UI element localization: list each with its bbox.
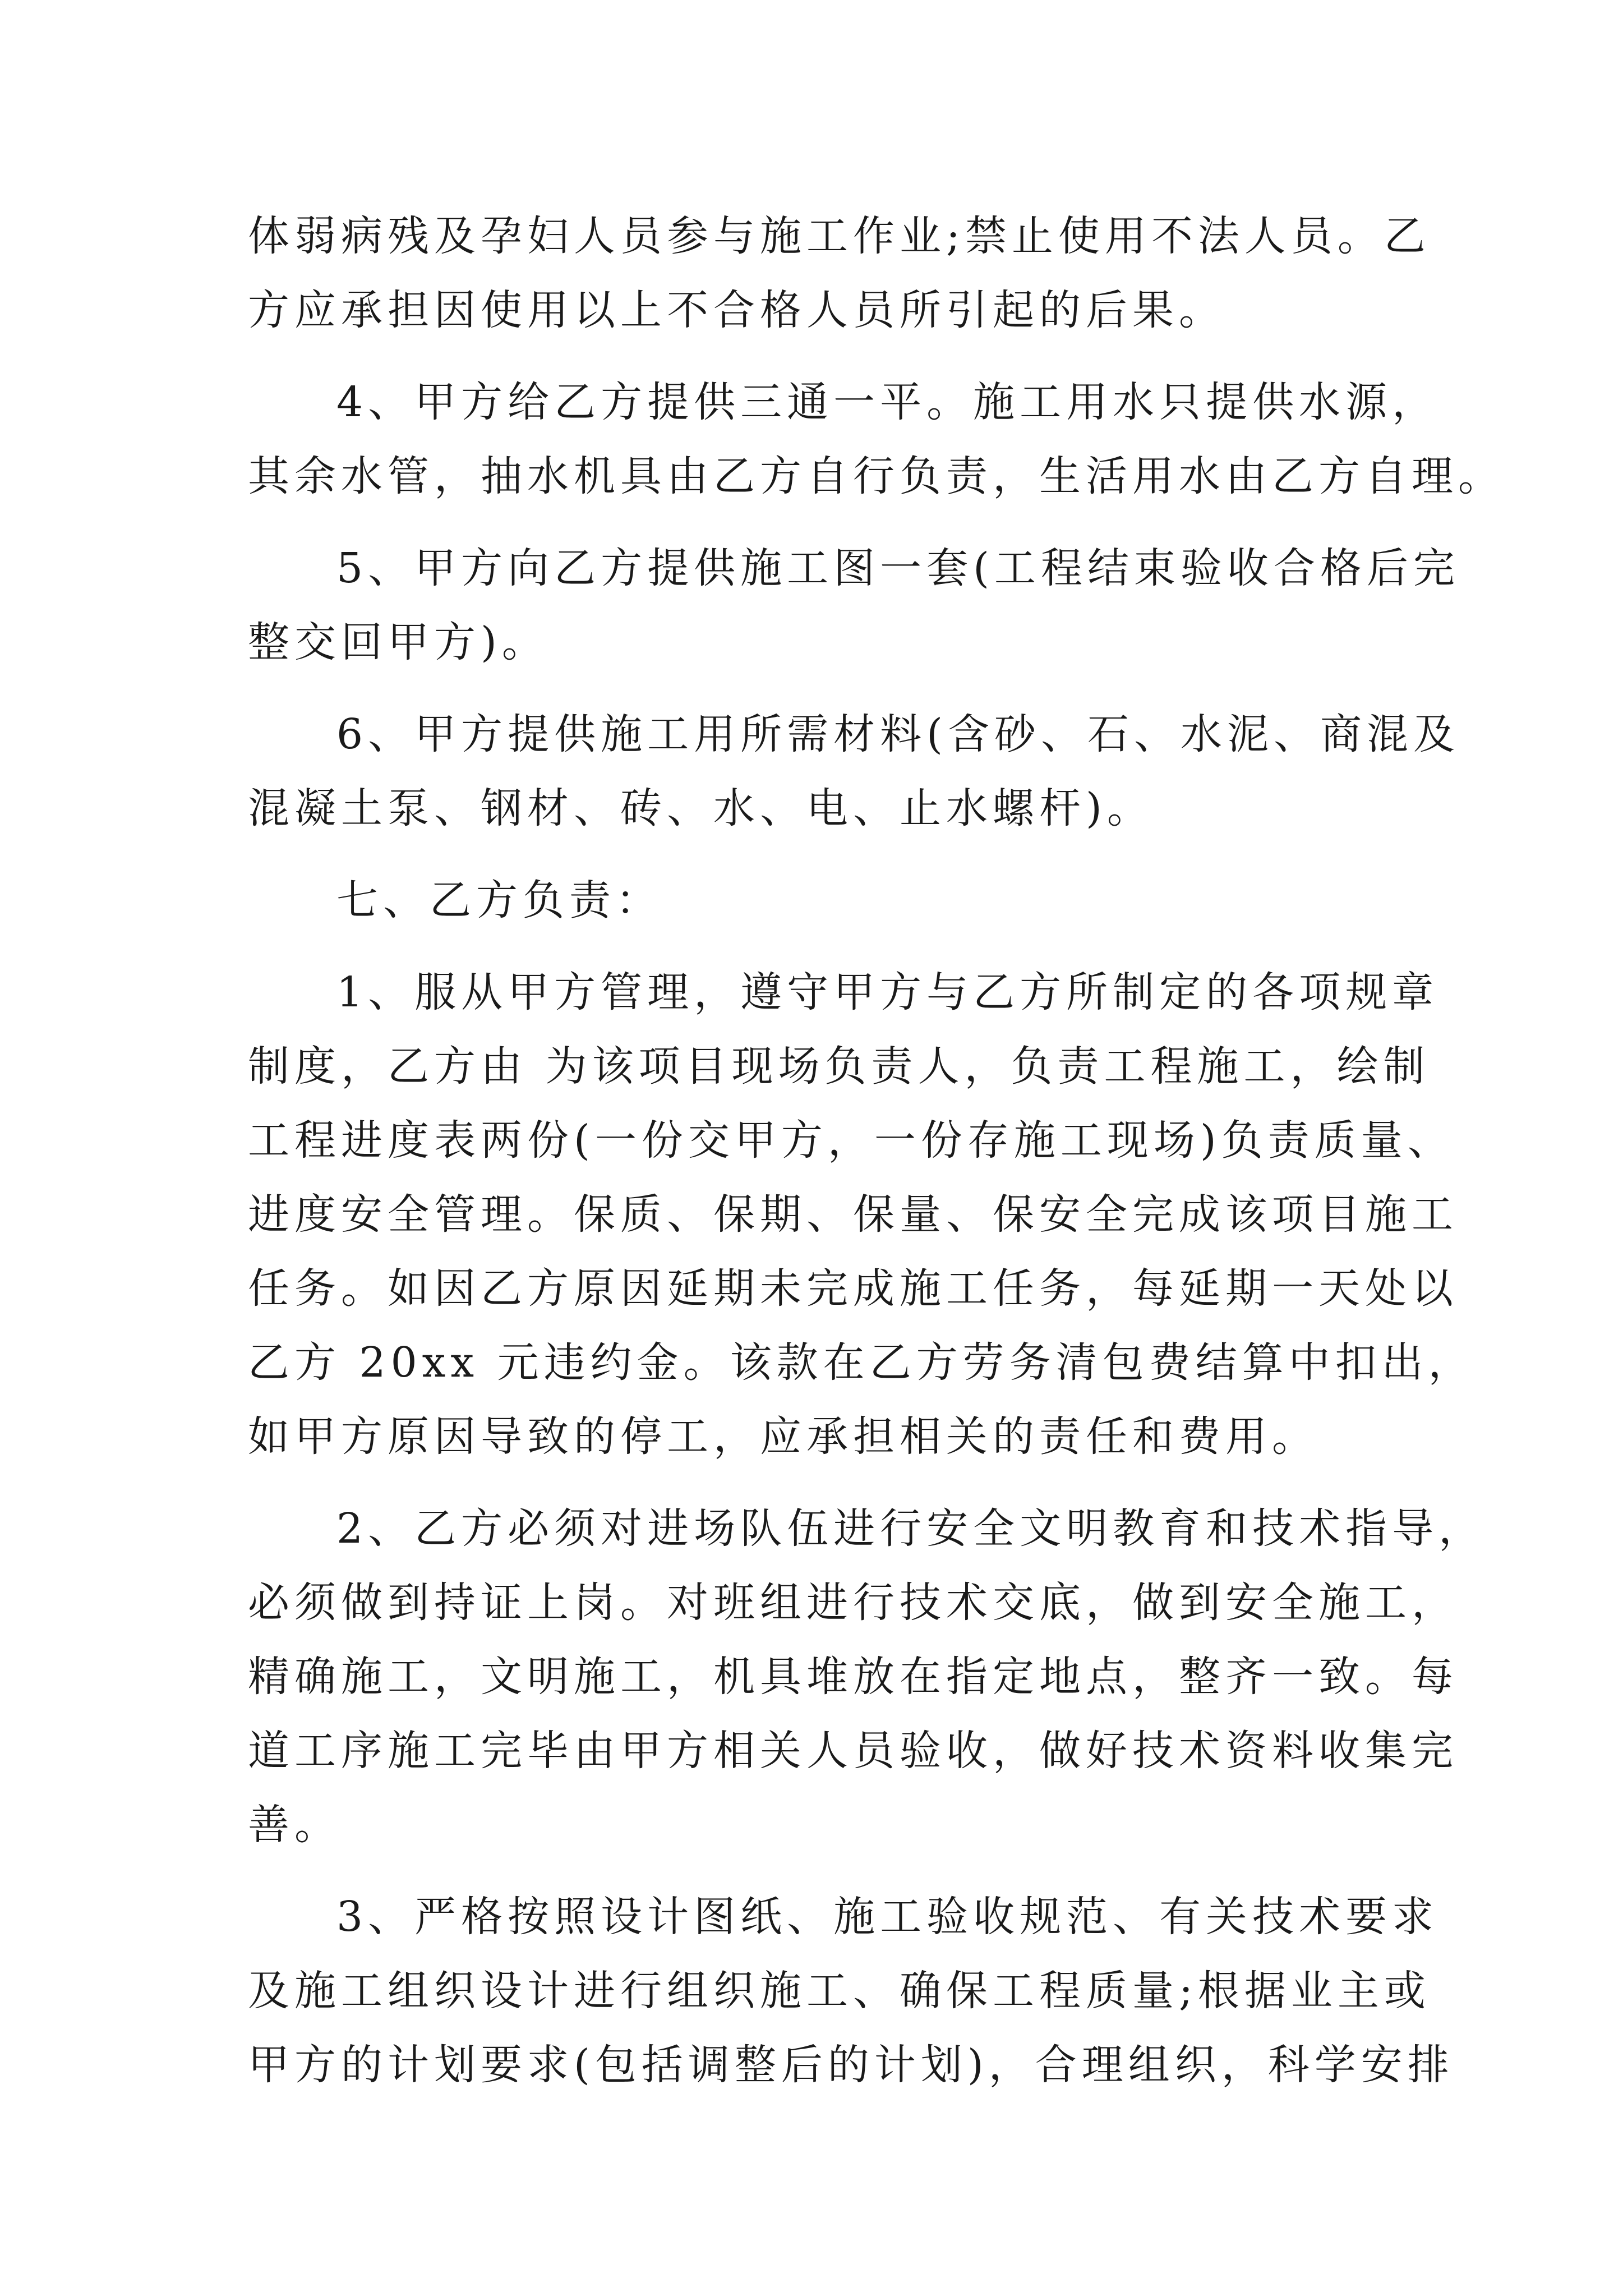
text-line: 任务。如因乙方原因延期未完成施工任务，每延期一天处以 <box>248 1264 1458 1313</box>
text-line: 4、甲方给乙方提供三通一平。施工用水只提供水源， <box>336 378 1439 426</box>
text-line: 乙方 20xx 元违约金。该款在乙方劳务清包费结算中扣出， <box>248 1338 1475 1387</box>
document-body <box>248 199 1505 2102</box>
text-line: 混凝土泵、钢材、砖、水、电、止水螺杆)。 <box>248 784 1154 832</box>
text-line: 2、乙方必须对进场队伍进行安全文明教育和技术指导， <box>336 1504 1486 1553</box>
text-line: 方应承担因使用以上不合格人员所引起的后果。 <box>248 286 1225 334</box>
text-line: 甲方的计划要求(包括调整后的计划)，合理组织，科学安排 <box>248 2041 1454 2089</box>
text-line: 进度安全管理。保质、保期、保量、保安全完成该项目施工 <box>248 1190 1458 1239</box>
text-line: 体弱病残及孕妇人员参与施工作业;禁止使用不法人员。乙 <box>248 212 1431 260</box>
text-line: 制度，乙方由 为该项目现场负责人，负责工程施工，绘制 <box>248 1042 1430 1091</box>
text-line: 善。 <box>248 1801 341 1849</box>
text-line: 5、甲方向乙方提供施工图一套(工程结束验收合格后完 <box>336 544 1460 592</box>
text-line: 如甲方原因导致的停工，应承担相关的责任和费用。 <box>248 1412 1318 1461</box>
text-line: 及施工组织设计进行组织施工、确保工程质量;根据业主或 <box>248 1967 1431 2015</box>
text-line: 工程进度表两份(一份交甲方，一份存施工现场)负责质量、 <box>248 1116 1454 1165</box>
text-line: 6、甲方提供施工用所需材料(含砂、石、水泥、商混及 <box>336 710 1460 758</box>
text-line: 道工序施工完毕由甲方相关人员验收，做好技术资料收集完 <box>248 1727 1458 1775</box>
text-line: 3、严格按照设计图纸、施工验收规范、有关技术要求 <box>336 1893 1439 1941</box>
text-line: 精确施工，文明施工，机具堆放在指定地点，整齐一致。每 <box>248 1653 1458 1701</box>
text-line: 整交回甲方)。 <box>248 618 548 666</box>
text-line: 必须做到持证上岗。对班组进行技术交底，做到安全施工， <box>248 1579 1458 1627</box>
text-line: 1、服从甲方管理，遵守甲方与乙方所制定的各项规章 <box>336 968 1439 1016</box>
section-heading: 七、乙方负责： <box>336 876 662 924</box>
text-line: 其余水管，抽水机具由乙方自行负责，生活用水由乙方自理。 <box>248 452 1505 500</box>
